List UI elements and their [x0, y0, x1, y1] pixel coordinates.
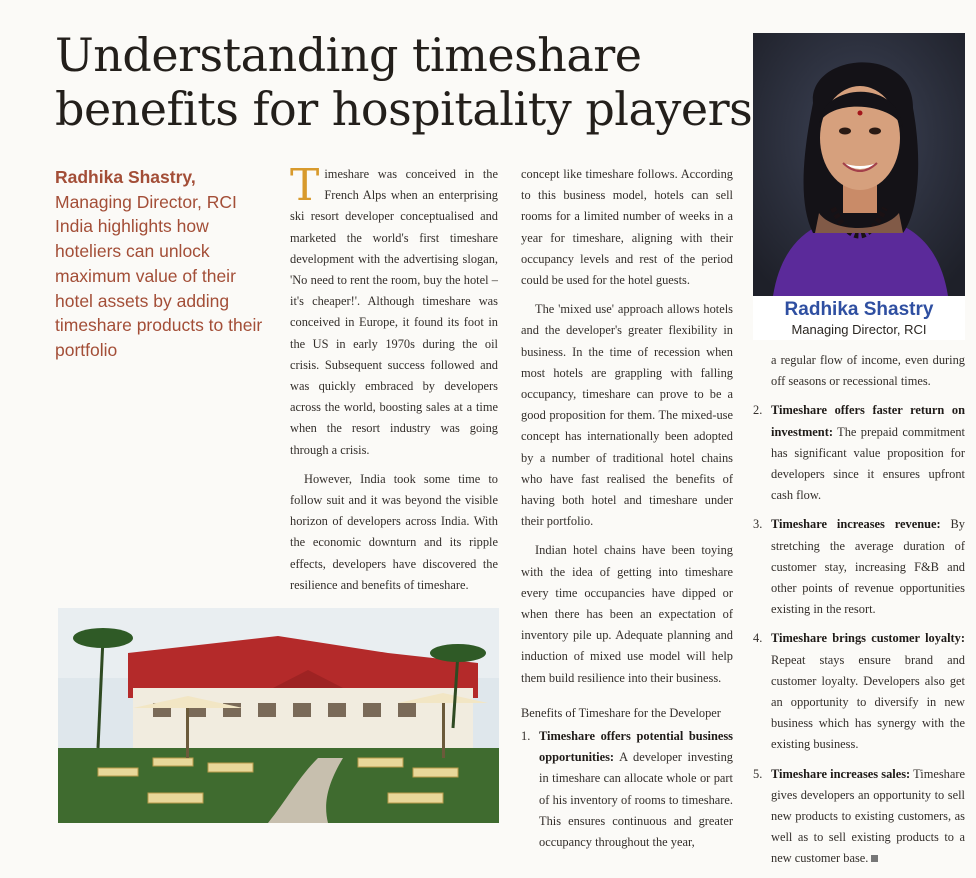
paragraph: Indian hotel chains have been toying with the idea of getting into timeshare every time occupancies have dipped or when there has been an expectation of inventory pile up. Adequate planning and induction of mixed use model will help them build resilience into their business. — [521, 543, 733, 685]
author-photo — [753, 33, 965, 296]
end-mark-icon — [871, 855, 878, 862]
benefits-list — [521, 726, 733, 853]
article-title — [55, 28, 755, 136]
list-item: 1. Timeshare offers potential business opportunities: A developer investing in timeshare can allocate whole or part of his inventory of rooms to timeshare. This ensures continuous and greater occupancy throughout the year, — [521, 729, 733, 850]
benefits-list-continued — [753, 400, 965, 869]
list-item-continuation: a regular flow of income, even during off seasons or recessional times. — [771, 353, 965, 389]
paragraph: Timeshare was conceived in the French Alps when an enterprising ski resort developer conceptualised and marketed the world's first timeshare development with the advertising slogan, 'No need to rent the room, buy the hotel – it's cheaper!'. Although timeshare was conceived in Europe, it found its foot in the US in early 1970s during the oil crisis. Subsequent success followed and was quickly embraced by developers across the world, boosting sales at a time when the resort industry was going through a crisis. — [290, 160, 498, 457]
hotel-illustration — [58, 608, 499, 823]
body-column-1 — [290, 160, 498, 654]
title-line-2: benefits for hospitality players — [55, 82, 753, 136]
benefits-heading: Benefits of Timeshare for the Developer — [521, 705, 721, 720]
body-column-2 — [521, 164, 733, 861]
list-item: 2. Timeshare offers faster return on investment: The prepaid commitment has significant value proposition for developers since it ensures upfront cash flow. — [753, 403, 965, 503]
caption-name: Radhika Shastry — [784, 299, 934, 320]
paragraph: concept like timeshare follows. According to this business model, hotels can sell rooms for a limited number of weeks in a year for timeshare, aligning with their occupancy levels and rest of the period could be used for the hotel guests. — [521, 167, 733, 288]
portrait-illustration — [753, 33, 965, 296]
author-name: Radhika Shastry, — [55, 167, 196, 187]
caption-role: Managing Director, RCI — [791, 322, 927, 337]
standfirst — [55, 165, 265, 363]
list-item: 3. Timeshare increases revenue: By stretching the average duration of customer stay, increasing F&B and other points of revenue opportunities existing in the resort. — [753, 517, 965, 617]
drop-cap: T — [290, 160, 320, 211]
paragraph: However, India took some time to follow suit and it was beyond the visible horizon of developers across India. With the economic downturn and its ripple effects, developers have discovered the resilience and benefits of timeshare. — [290, 471, 498, 592]
standfirst-text: Managing Director, RCI India highlights how hoteliers can unlock maximum value of their hotel assets by adding timeshare products to their portfolio — [55, 191, 263, 360]
body-column-3 — [753, 350, 965, 878]
hotel-resort-photo — [58, 608, 499, 823]
list-item: 5. Timeshare increases sales: Timeshare gives developers an opportunity to sell new products to existing customers, as well as to sell existing products to a new customer base. — [753, 766, 965, 866]
list-item: 4. Timeshare brings customer loyalty: Repeat stays ensure brand and customer loyalty. Developers also get an opportunity to diversify in new business which has synergy with the existing business. — [753, 631, 965, 752]
title-line-1: Understanding timeshare — [55, 28, 642, 82]
paragraph: The 'mixed use' approach allows hotels and the developer's greater flexibility in business. In the time of recession when most hotels are grappling with falling occupancy, timeshare can prove to be a good proposition for them. The mixed-use concept has internationally been adopted by a number of traditional hotel chains who have fast realised the benefits of having both hotel and timeshare under their portfolio. — [521, 302, 733, 529]
photo-caption — [753, 296, 965, 340]
